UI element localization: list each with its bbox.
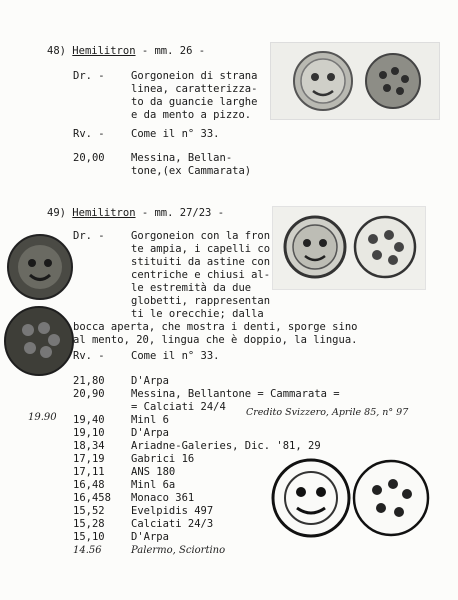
obverse-line: linea, caratterizza- — [131, 83, 258, 95]
obverse-line: Gorgoneion con la fron — [131, 230, 271, 242]
coin-photo-48 — [270, 42, 440, 120]
weight-value: 17,11 — [73, 466, 105, 478]
obverse-line: e da mento a pizzo. — [131, 109, 252, 121]
coin-drawing-49 — [265, 452, 433, 542]
weight-value: 19,10 — [73, 427, 105, 439]
entry-number: 48) — [47, 45, 66, 57]
obverse-label: Dr. - — [73, 70, 105, 82]
weight-source: ANS 180 — [131, 466, 176, 478]
weight-source: Messina, Bellantone = Cammarata = — [131, 388, 340, 400]
entry-denomination: Hemilitron — [72, 45, 136, 57]
gorgoneion-image — [9, 236, 71, 298]
coin-photo-49-obverse — [7, 234, 73, 300]
coin-sketch-image — [265, 452, 433, 542]
handwritten-provenance: Palermo, Sciortino — [131, 545, 226, 556]
handwritten-weight: 19.90 — [28, 412, 57, 423]
weight-source: Gabrici 16 — [131, 453, 195, 465]
coin-photo-49 — [272, 206, 426, 290]
entry-number: 49) — [47, 207, 66, 219]
obverse-line: globetti, rappresentan — [131, 295, 271, 307]
weight-source: Ariadne-Galeries, Dic. '81, 29 — [131, 440, 321, 452]
handwritten-weight: 14.56 — [73, 545, 102, 556]
weight-value: 17,19 — [73, 453, 105, 465]
obverse-line: ti le orecchie; dalla — [131, 308, 264, 320]
reverse-label: Rv. - — [73, 350, 105, 362]
entry-size: - mm. 26 - — [141, 45, 206, 57]
weight-value: 15,10 — [73, 531, 105, 543]
weight-value: 15,52 — [73, 505, 105, 517]
pellets-image — [6, 308, 72, 374]
coin-pair-48-image — [271, 43, 439, 119]
weight-value: 20,00 — [73, 152, 105, 164]
weight-source: Evelpidis 497 — [131, 505, 214, 517]
reverse-text: Come il n° 33. — [131, 128, 220, 140]
obverse-line: to da guancie larghe — [131, 96, 258, 108]
weight-source: D'Arpa — [131, 531, 169, 543]
reverse-text: Come il n° 33. — [131, 350, 220, 362]
weight-value: 16,48 — [73, 479, 105, 491]
weight-value: 20,90 — [73, 388, 105, 400]
weight-source: D'Arpa — [131, 375, 169, 387]
handwritten-provenance: Credito Svizzero, Aprile 85, n° 97 — [246, 407, 409, 418]
weight-source: Monaco 361 — [131, 492, 195, 504]
obverse-line: al mento, 20, lingua che è doppio, la lingua. — [73, 334, 358, 346]
weight-source: = Calciati 24/4 — [131, 401, 226, 413]
weight-source: Minl 6a — [131, 479, 176, 491]
weight-source: Calciati 24/3 — [131, 518, 214, 530]
weight-source: D'Arpa — [131, 427, 169, 439]
weight-value: 21,80 — [73, 375, 105, 387]
weight-source: Minl 6 — [131, 414, 169, 426]
entry-size: - mm. 27/23 - — [141, 207, 225, 219]
obverse-line: bocca aperta, che mostra i denti, sporge sino — [73, 321, 358, 333]
entry-48-heading — [47, 45, 205, 58]
entry-49-heading — [47, 207, 224, 220]
weight-value: 16,458 — [73, 492, 111, 504]
provenance-line: Messina, Bellan- — [131, 152, 233, 164]
obverse-label: Dr. - — [73, 230, 105, 242]
obverse-line: stituiti da astine con — [131, 256, 271, 268]
weight-value: 15,28 — [73, 518, 105, 530]
obverse-line: centriche e chiusi al- — [131, 269, 271, 281]
obverse-line: Gorgoneion di strana — [131, 70, 258, 82]
obverse-line: te ampia, i capelli co — [131, 243, 271, 255]
obverse-line: le estremità da due — [131, 282, 252, 294]
weight-value: 18,34 — [73, 440, 105, 452]
reverse-label: Rv. - — [73, 128, 105, 140]
weight-value: 19,40 — [73, 414, 105, 426]
coin-pair-49-image — [273, 207, 425, 289]
entry-denomination: Hemilitron — [72, 207, 136, 219]
provenance-line: tone,(ex Cammarata) — [131, 165, 252, 177]
coin-photo-49-reverse — [4, 306, 74, 376]
